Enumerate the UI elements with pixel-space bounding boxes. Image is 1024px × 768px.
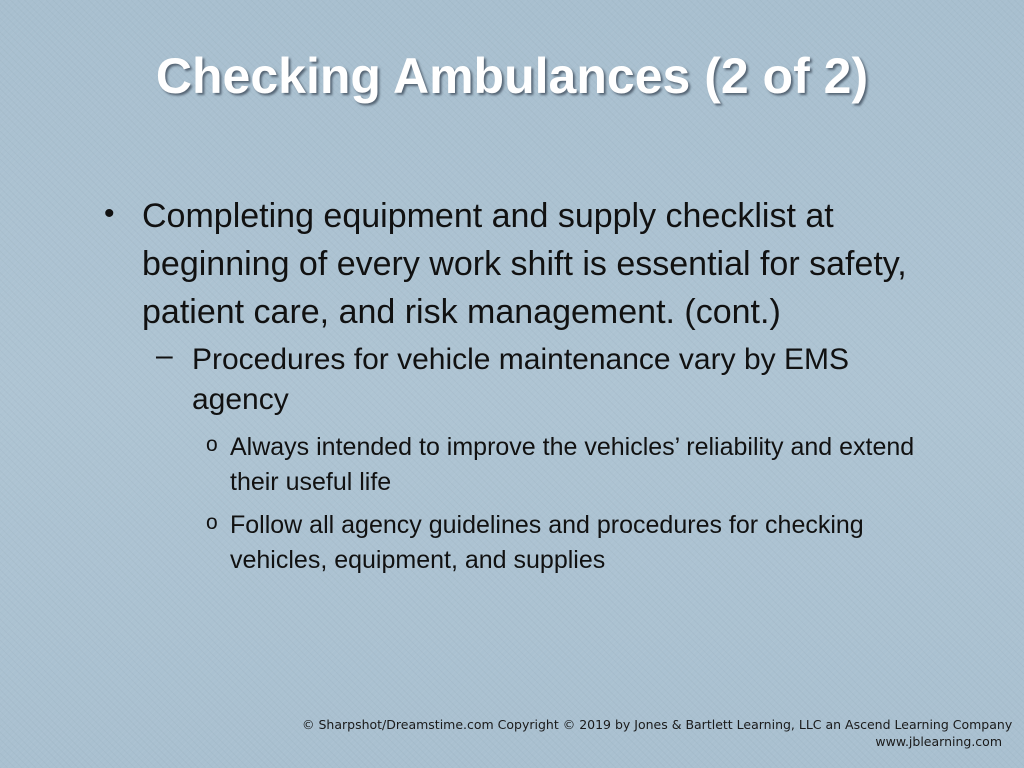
bullet-circle-icon: o — [206, 511, 218, 534]
bullet-dot-icon: • — [104, 197, 115, 230]
bullet-circle-icon: o — [206, 433, 218, 456]
bullet-dash-icon: – — [156, 339, 173, 372]
copyright-text: © Sharpshot/Dreamstime.com Copyright © 2019 by Jones & Bartlett Learning, LLC an Ascend Learning Company — [302, 717, 1013, 732]
sub-bullet-text: Procedures for vehicle maintenance vary by EMS agency — [192, 343, 849, 416]
slide-title: Checking Ambulances (2 of 2) — [155, 48, 869, 104]
website-link: www.jblearning.com — [875, 734, 1002, 749]
bullet-level-2 — [142, 340, 926, 420]
bullet-text: Completing equipment and supply checklist at beginning of every work shift is essential for safety, patient care, and risk management. (cont.) — [142, 197, 907, 331]
sub-sub-bullet-text: Always intended to improve the vehicles’ reliability and extend their useful life — [230, 433, 915, 496]
sub-sub-bullet-text: Follow all agency guidelines and procedures for checking vehicles, equipment, and supplies — [230, 511, 864, 574]
bullet-level-3 — [192, 430, 926, 500]
footer-credit — [302, 716, 1013, 750]
bullet-level-3 — [192, 508, 926, 578]
slide-body — [96, 192, 926, 578]
bullet-level-1 — [96, 192, 926, 336]
